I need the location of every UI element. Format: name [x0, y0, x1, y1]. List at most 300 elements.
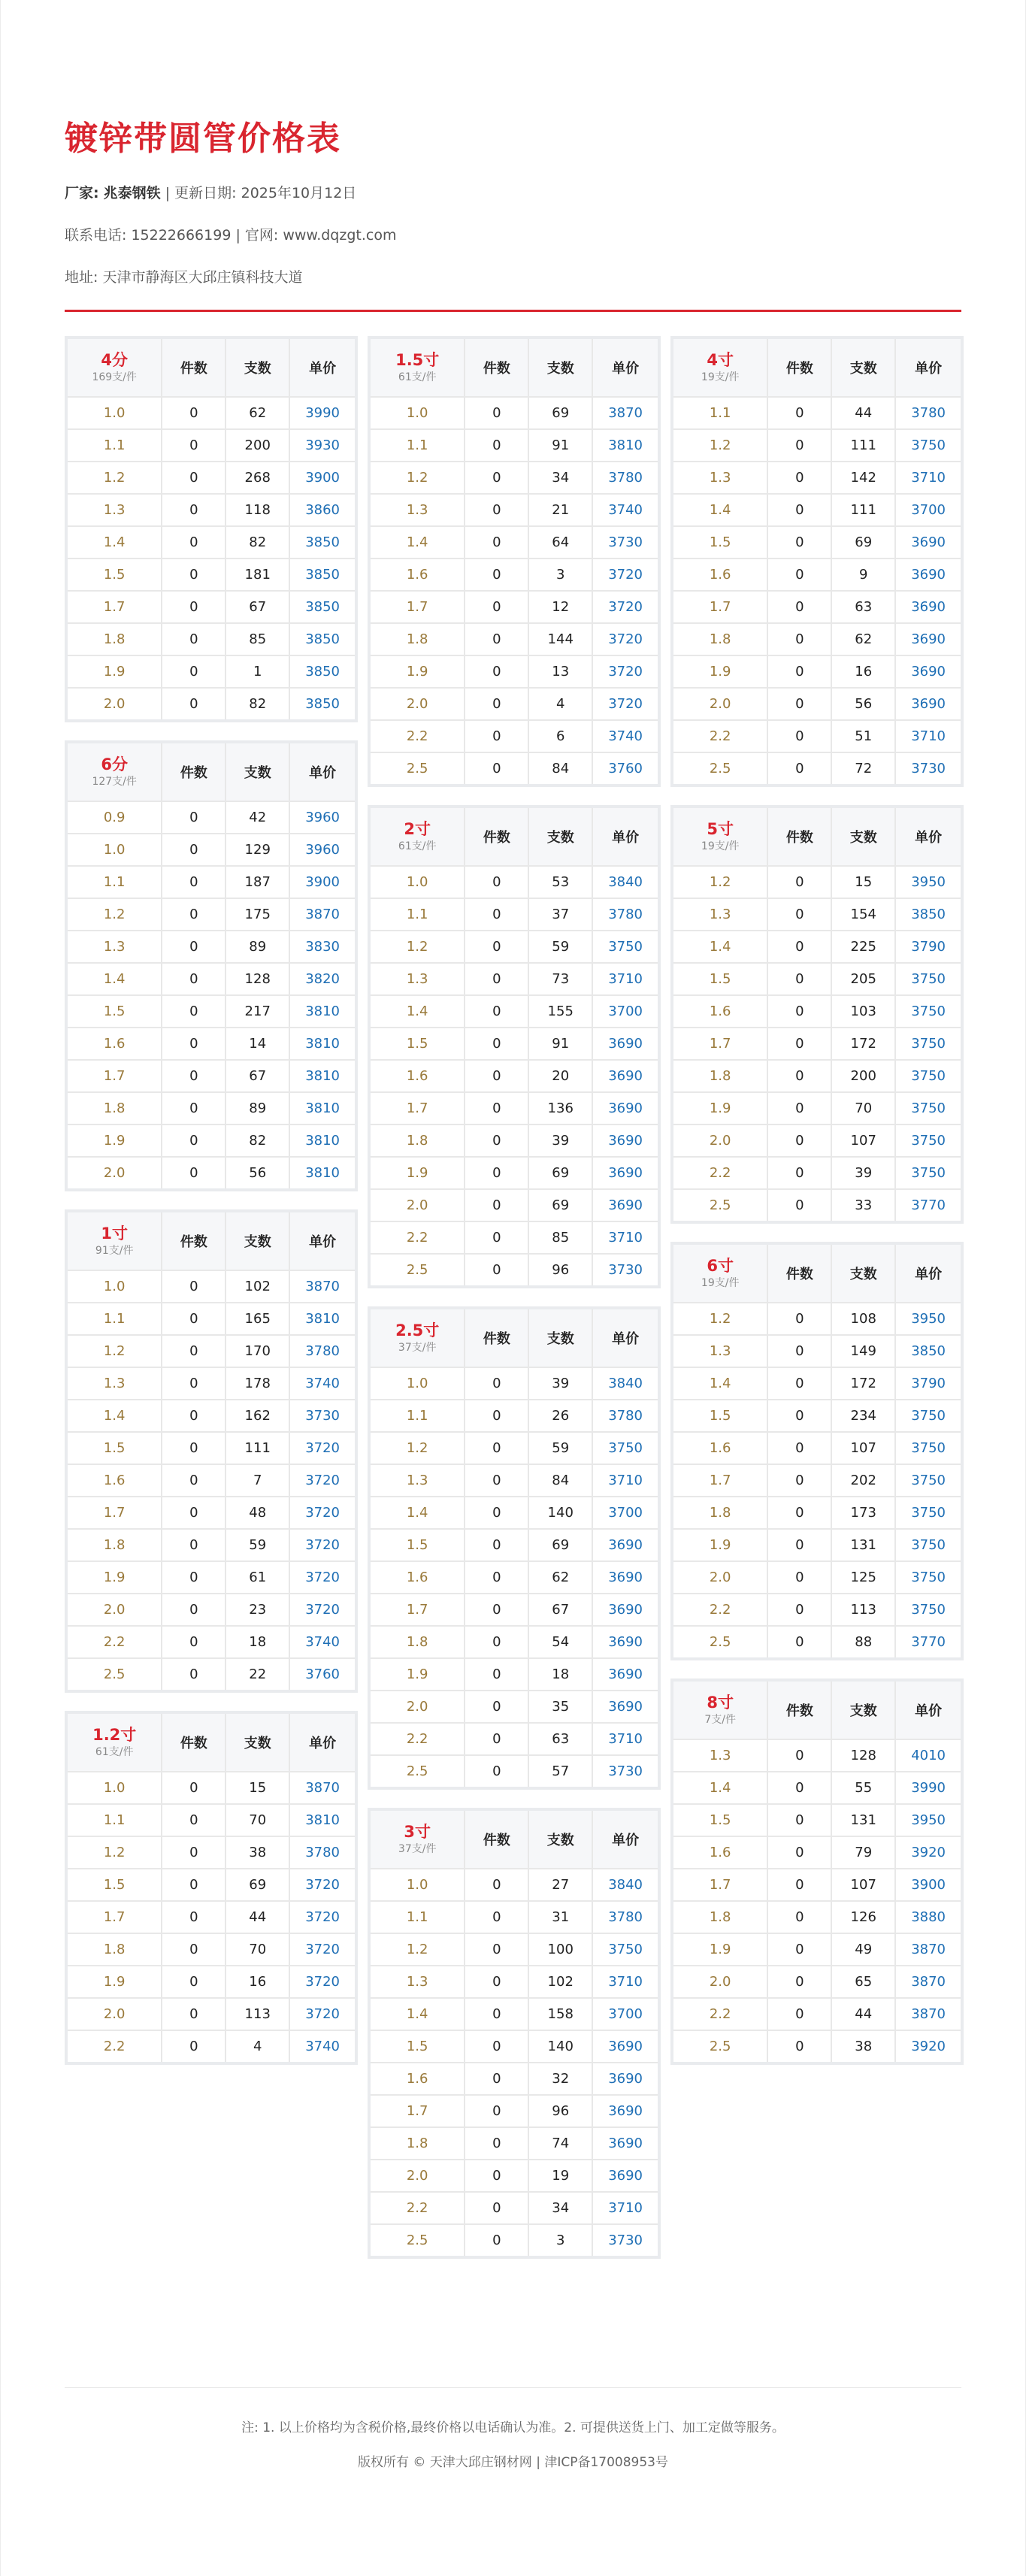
price-cell: 3740 [289, 1367, 356, 1400]
table-row [672, 1157, 962, 1189]
count-cell: 37 [528, 898, 592, 931]
price-header: 单价 [895, 1680, 962, 1739]
price-cell: 3770 [895, 1189, 962, 1222]
table-row [672, 963, 962, 995]
table-row [66, 1028, 356, 1060]
count-cell: 54 [528, 1626, 592, 1658]
count-cell: 234 [831, 1400, 895, 1432]
count-cell: 158 [528, 1998, 592, 2030]
qty-cell: 0 [465, 494, 528, 526]
qty-cell: 0 [162, 963, 225, 995]
qty-cell: 0 [465, 2095, 528, 2127]
table-row [369, 1691, 659, 1723]
count-header: 支数 [225, 338, 289, 397]
count-cell: 3 [528, 558, 592, 591]
wall-thickness-cell: 1.9 [672, 655, 767, 688]
count-cell: 55 [831, 1772, 895, 1804]
column-left [65, 336, 358, 2083]
spec-header [369, 1308, 465, 1367]
count-cell: 173 [831, 1497, 895, 1529]
price-table [65, 336, 358, 722]
count-cell: 200 [225, 429, 289, 462]
qty-cell: 0 [162, 1125, 225, 1157]
table-row [672, 931, 962, 963]
count-cell: 59 [528, 1432, 592, 1464]
qty-cell: 0 [465, 1189, 528, 1221]
price-cell: 3730 [592, 526, 659, 558]
spec-unit: 169支/件 [92, 371, 137, 383]
wall-thickness-cell: 2.0 [369, 1189, 465, 1221]
wall-thickness-cell: 1.7 [672, 1869, 767, 1901]
wall-thickness-cell: 1.4 [369, 995, 465, 1028]
table-row [66, 655, 356, 688]
wall-thickness-cell: 1.6 [369, 1060, 465, 1092]
count-cell: 65 [831, 1966, 895, 1998]
table-row [66, 1626, 356, 1658]
spec-name: 6分 [101, 755, 128, 773]
wall-thickness-cell: 1.8 [66, 1529, 162, 1561]
price-cell: 3690 [592, 2095, 659, 2127]
table-row [66, 1270, 356, 1303]
price-cell: 3720 [289, 1933, 356, 1966]
qty-cell: 0 [767, 1804, 831, 1836]
table-row [672, 1367, 962, 1400]
spec-header [369, 1809, 465, 1869]
price-cell: 3720 [289, 1869, 356, 1901]
wall-thickness-cell: 2.5 [66, 1658, 162, 1691]
wall-thickness-cell: 1.3 [369, 1464, 465, 1497]
price-cell: 3950 [895, 1804, 962, 1836]
table-row [672, 558, 962, 591]
table-row [369, 1658, 659, 1691]
count-cell: 63 [831, 591, 895, 623]
count-cell: 19 [528, 2160, 592, 2192]
price-cell: 3690 [592, 1658, 659, 1691]
wall-thickness-cell: 1.9 [66, 1125, 162, 1157]
price-cell: 3690 [895, 526, 962, 558]
price-cell: 3860 [289, 494, 356, 526]
table-row [672, 1966, 962, 1998]
qty-cell: 0 [465, 866, 528, 898]
qty-cell: 0 [465, 1658, 528, 1691]
qty-cell: 0 [162, 462, 225, 494]
table-row [66, 801, 356, 834]
contact-line: 联系电话: 15222666199 | 官网: www.dqzgt.com [65, 227, 397, 244]
wall-thickness-cell: 1.9 [66, 655, 162, 688]
count-header: 支数 [831, 807, 895, 866]
spec-name: 8寸 [707, 1694, 734, 1712]
table-row [369, 1529, 659, 1561]
wall-thickness-cell: 1.6 [369, 1561, 465, 1594]
wall-thickness-cell: 1.1 [66, 1804, 162, 1836]
price-cell: 3720 [289, 1529, 356, 1561]
price-cell: 3720 [289, 1464, 356, 1497]
table-row [369, 1723, 659, 1755]
wall-thickness-cell: 1.6 [66, 1028, 162, 1060]
count-cell: 84 [528, 752, 592, 786]
price-cell: 3750 [592, 931, 659, 963]
wall-thickness-cell: 1.7 [369, 591, 465, 623]
table-row [66, 1335, 356, 1367]
wall-thickness-cell: 1.4 [66, 526, 162, 558]
price-cell: 3730 [592, 1755, 659, 1788]
table-row [672, 429, 962, 462]
count-cell: 38 [225, 1836, 289, 1869]
qty-cell: 0 [162, 1998, 225, 2030]
count-header: 支数 [831, 1243, 895, 1303]
price-cell: 3690 [592, 1028, 659, 1060]
price-cell: 3730 [592, 2224, 659, 2257]
qty-cell: 0 [465, 1594, 528, 1626]
qty-cell: 0 [767, 1626, 831, 1659]
table-row [672, 1998, 962, 2030]
qty-cell: 0 [465, 429, 528, 462]
table-row [66, 1497, 356, 1529]
wall-thickness-cell: 1.1 [369, 1400, 465, 1432]
spec-unit: 61支/件 [398, 840, 437, 852]
wall-thickness-cell: 1.4 [369, 526, 465, 558]
price-cell: 3950 [895, 1303, 962, 1335]
table-row [369, 2095, 659, 2127]
count-cell: 140 [528, 2030, 592, 2063]
wall-thickness-cell: 2.0 [672, 688, 767, 720]
wall-thickness-cell: 2.0 [66, 1594, 162, 1626]
price-tables [65, 336, 961, 2366]
spec-header [672, 338, 767, 397]
wall-thickness-cell: 1.0 [66, 1270, 162, 1303]
count-cell: 59 [528, 931, 592, 963]
qty-cell: 0 [767, 2030, 831, 2063]
spec-unit: 37支/件 [398, 1843, 437, 1855]
table-row [66, 1804, 356, 1836]
qty-cell: 0 [465, 462, 528, 494]
count-cell: 51 [831, 720, 895, 752]
qty-cell: 0 [465, 1432, 528, 1464]
table-row [369, 963, 659, 995]
price-cell: 3690 [895, 655, 962, 688]
price-cell: 3720 [592, 591, 659, 623]
wall-thickness-cell: 2.2 [369, 2192, 465, 2224]
qty-cell: 0 [767, 558, 831, 591]
price-cell: 3850 [289, 591, 356, 623]
price-cell: 3900 [895, 1869, 962, 1901]
table-row [66, 1060, 356, 1092]
price-table [670, 1242, 964, 1660]
wall-thickness-cell: 2.0 [66, 1998, 162, 2030]
count-cell: 53 [528, 866, 592, 898]
qty-cell: 0 [465, 995, 528, 1028]
spec-header [672, 807, 767, 866]
price-header: 单价 [289, 338, 356, 397]
table-header-row [369, 807, 659, 866]
qty-cell: 0 [767, 1092, 831, 1125]
price-cell: 4010 [895, 1739, 962, 1772]
price-cell: 3850 [289, 623, 356, 655]
table-row [369, 1869, 659, 1901]
table-row [66, 429, 356, 462]
price-cell: 3690 [592, 1092, 659, 1125]
qty-header: 件数 [767, 338, 831, 397]
count-cell: 136 [528, 1092, 592, 1125]
price-cell: 3720 [289, 1561, 356, 1594]
price-cell: 3810 [289, 1157, 356, 1190]
price-cell: 3690 [592, 1691, 659, 1723]
qty-cell: 0 [162, 1270, 225, 1303]
count-cell: 140 [528, 1497, 592, 1529]
count-cell: 142 [831, 462, 895, 494]
qty-cell: 0 [465, 1060, 528, 1092]
count-cell: 187 [225, 866, 289, 898]
spec-name: 4寸 [707, 351, 734, 369]
table-row [369, 1028, 659, 1060]
price-cell: 3760 [592, 752, 659, 786]
wall-thickness-cell: 1.6 [672, 1432, 767, 1464]
wall-thickness-cell: 1.8 [672, 1060, 767, 1092]
price-table [65, 1209, 358, 1693]
table-row [672, 1901, 962, 1933]
count-cell: 85 [528, 1221, 592, 1254]
price-cell: 3840 [592, 866, 659, 898]
price-cell: 3750 [895, 1400, 962, 1432]
count-header: 支数 [528, 807, 592, 866]
qty-cell: 0 [465, 1092, 528, 1125]
maker-name: 兆泰钢铁 [103, 185, 161, 201]
table-row [672, 655, 962, 688]
qty-cell: 0 [162, 2030, 225, 2063]
wall-thickness-cell: 1.5 [66, 1869, 162, 1901]
price-cell: 3710 [592, 1723, 659, 1755]
wall-thickness-cell: 1.2 [66, 898, 162, 931]
qty-cell: 0 [162, 1060, 225, 1092]
qty-cell: 0 [162, 995, 225, 1028]
count-cell: 131 [831, 1804, 895, 1836]
qty-cell: 0 [465, 1497, 528, 1529]
qty-cell: 0 [162, 1367, 225, 1400]
price-cell: 3900 [289, 462, 356, 494]
count-cell: 62 [831, 623, 895, 655]
column-right [670, 336, 964, 2083]
price-header: 单价 [289, 1211, 356, 1270]
price-cell: 3950 [895, 866, 962, 898]
qty-cell: 0 [767, 720, 831, 752]
wall-thickness-cell: 2.5 [672, 2030, 767, 2063]
qty-cell: 0 [465, 1966, 528, 1998]
table-row [672, 1933, 962, 1966]
spec-name: 3寸 [404, 1823, 431, 1841]
qty-cell: 0 [162, 494, 225, 526]
table-header-row [369, 1308, 659, 1367]
count-cell: 131 [831, 1529, 895, 1561]
price-cell: 3730 [592, 1254, 659, 1287]
price-cell: 3810 [289, 995, 356, 1028]
count-header: 支数 [831, 1680, 895, 1739]
count-cell: 33 [831, 1189, 895, 1222]
price-cell: 3780 [592, 1901, 659, 1933]
wall-thickness-cell: 1.7 [369, 1594, 465, 1626]
table-row [66, 558, 356, 591]
table-row [672, 623, 962, 655]
qty-cell: 0 [162, 898, 225, 931]
table-row [672, 591, 962, 623]
price-cell: 3850 [895, 898, 962, 931]
qty-cell: 0 [465, 688, 528, 720]
table-row [672, 898, 962, 931]
count-cell: 107 [831, 1869, 895, 1901]
price-cell: 3870 [592, 397, 659, 429]
price-table [65, 740, 358, 1191]
count-header: 支数 [225, 1712, 289, 1772]
wall-thickness-cell: 1.4 [672, 1772, 767, 1804]
qty-cell: 0 [465, 752, 528, 786]
qty-cell: 0 [465, 526, 528, 558]
table-row [369, 1594, 659, 1626]
price-cell: 3850 [289, 688, 356, 721]
count-cell: 57 [528, 1755, 592, 1788]
qty-cell: 0 [162, 623, 225, 655]
wall-thickness-cell: 1.6 [369, 2063, 465, 2095]
count-cell: 14 [225, 1028, 289, 1060]
wall-thickness-cell: 1.8 [66, 623, 162, 655]
table-row [672, 1303, 962, 1335]
wall-thickness-cell: 1.6 [66, 1464, 162, 1497]
qty-cell: 0 [767, 1772, 831, 1804]
table-row [672, 995, 962, 1028]
count-cell: 70 [831, 1092, 895, 1125]
qty-cell: 0 [162, 429, 225, 462]
qty-cell: 0 [767, 623, 831, 655]
price-cell: 3750 [895, 963, 962, 995]
count-cell: 82 [225, 1125, 289, 1157]
count-cell: 111 [225, 1432, 289, 1464]
table-row [66, 1561, 356, 1594]
price-cell: 3870 [289, 898, 356, 931]
count-cell: 49 [831, 1933, 895, 1966]
qty-cell: 0 [465, 623, 528, 655]
table-row [672, 1869, 962, 1901]
qty-cell: 0 [162, 1933, 225, 1966]
count-cell: 162 [225, 1400, 289, 1432]
price-cell: 3720 [592, 655, 659, 688]
table-row [66, 1998, 356, 2030]
table-row [369, 898, 659, 931]
price-cell: 3710 [592, 1221, 659, 1254]
price-cell: 3780 [895, 397, 962, 429]
qty-cell: 0 [162, 1157, 225, 1190]
count-cell: 34 [528, 462, 592, 494]
wall-thickness-cell: 1.6 [672, 995, 767, 1028]
spec-unit: 127支/件 [92, 776, 137, 788]
table-row [369, 720, 659, 752]
price-cell: 3720 [289, 1966, 356, 1998]
price-header: 单价 [592, 1308, 659, 1367]
count-cell: 18 [528, 1658, 592, 1691]
spec-unit: 91支/件 [95, 1245, 134, 1257]
qty-header: 件数 [465, 1809, 528, 1869]
wall-thickness-cell: 1.7 [369, 1092, 465, 1125]
count-cell: 1 [225, 655, 289, 688]
qty-cell: 0 [767, 866, 831, 898]
table-row [369, 494, 659, 526]
count-cell: 20 [528, 1060, 592, 1092]
table-row [66, 1432, 356, 1464]
price-header: 单价 [592, 807, 659, 866]
table-row [672, 1335, 962, 1367]
spec-name: 6寸 [707, 1257, 734, 1275]
qty-header: 件数 [767, 1243, 831, 1303]
table-row [369, 1626, 659, 1658]
wall-thickness-cell: 1.2 [369, 931, 465, 963]
table-row [369, 931, 659, 963]
wall-thickness-cell: 1.1 [66, 1303, 162, 1335]
price-cell: 3850 [289, 558, 356, 591]
wall-thickness-cell: 1.5 [66, 995, 162, 1028]
count-cell: 23 [225, 1594, 289, 1626]
table-row [66, 1092, 356, 1125]
table-row [369, 1092, 659, 1125]
price-cell: 3730 [289, 1400, 356, 1432]
qty-cell: 0 [465, 558, 528, 591]
table-row [66, 1464, 356, 1497]
table-row [369, 462, 659, 494]
price-cell: 3750 [895, 995, 962, 1028]
count-header: 支数 [225, 742, 289, 801]
wall-thickness-cell: 2.2 [672, 1998, 767, 2030]
price-cell: 3720 [289, 1901, 356, 1933]
table-row [369, 866, 659, 898]
qty-cell: 0 [465, 1998, 528, 2030]
wall-thickness-cell: 1.5 [66, 1432, 162, 1464]
count-header: 支数 [225, 1211, 289, 1270]
count-header: 支数 [528, 338, 592, 397]
count-cell: 12 [528, 591, 592, 623]
wall-thickness-cell: 1.7 [66, 1060, 162, 1092]
wall-thickness-cell: 1.8 [369, 2127, 465, 2160]
wall-thickness-cell: 2.2 [369, 1723, 465, 1755]
price-cell: 3730 [895, 752, 962, 786]
count-cell: 113 [225, 1998, 289, 2030]
maker-label: 厂家: [65, 185, 99, 201]
wall-thickness-cell: 1.8 [369, 623, 465, 655]
count-cell: 27 [528, 1869, 592, 1901]
price-cell: 3720 [592, 558, 659, 591]
spec-name: 5寸 [707, 820, 734, 838]
wall-thickness-cell: 1.3 [672, 1739, 767, 1772]
price-cell: 3690 [592, 1561, 659, 1594]
table-row [369, 558, 659, 591]
price-cell: 3810 [289, 1804, 356, 1836]
qty-cell: 0 [465, 2127, 528, 2160]
qty-cell: 0 [767, 1432, 831, 1464]
count-cell: 9 [831, 558, 895, 591]
count-cell: 100 [528, 1933, 592, 1966]
table-row [369, 1060, 659, 1092]
qty-cell: 0 [465, 2192, 528, 2224]
wall-thickness-cell: 1.1 [369, 1901, 465, 1933]
wall-thickness-cell: 1.8 [369, 1125, 465, 1157]
price-cell: 3760 [289, 1658, 356, 1691]
qty-cell: 0 [162, 1497, 225, 1529]
qty-cell: 0 [465, 1367, 528, 1400]
price-table [670, 336, 964, 787]
table-row [672, 1464, 962, 1497]
wall-thickness-cell: 1.3 [66, 931, 162, 963]
price-cell: 3690 [592, 1529, 659, 1561]
count-cell: 155 [528, 995, 592, 1028]
table-row [369, 1125, 659, 1157]
qty-header: 件数 [465, 338, 528, 397]
table-header-row [672, 1680, 962, 1739]
wall-thickness-cell: 1.0 [369, 866, 465, 898]
